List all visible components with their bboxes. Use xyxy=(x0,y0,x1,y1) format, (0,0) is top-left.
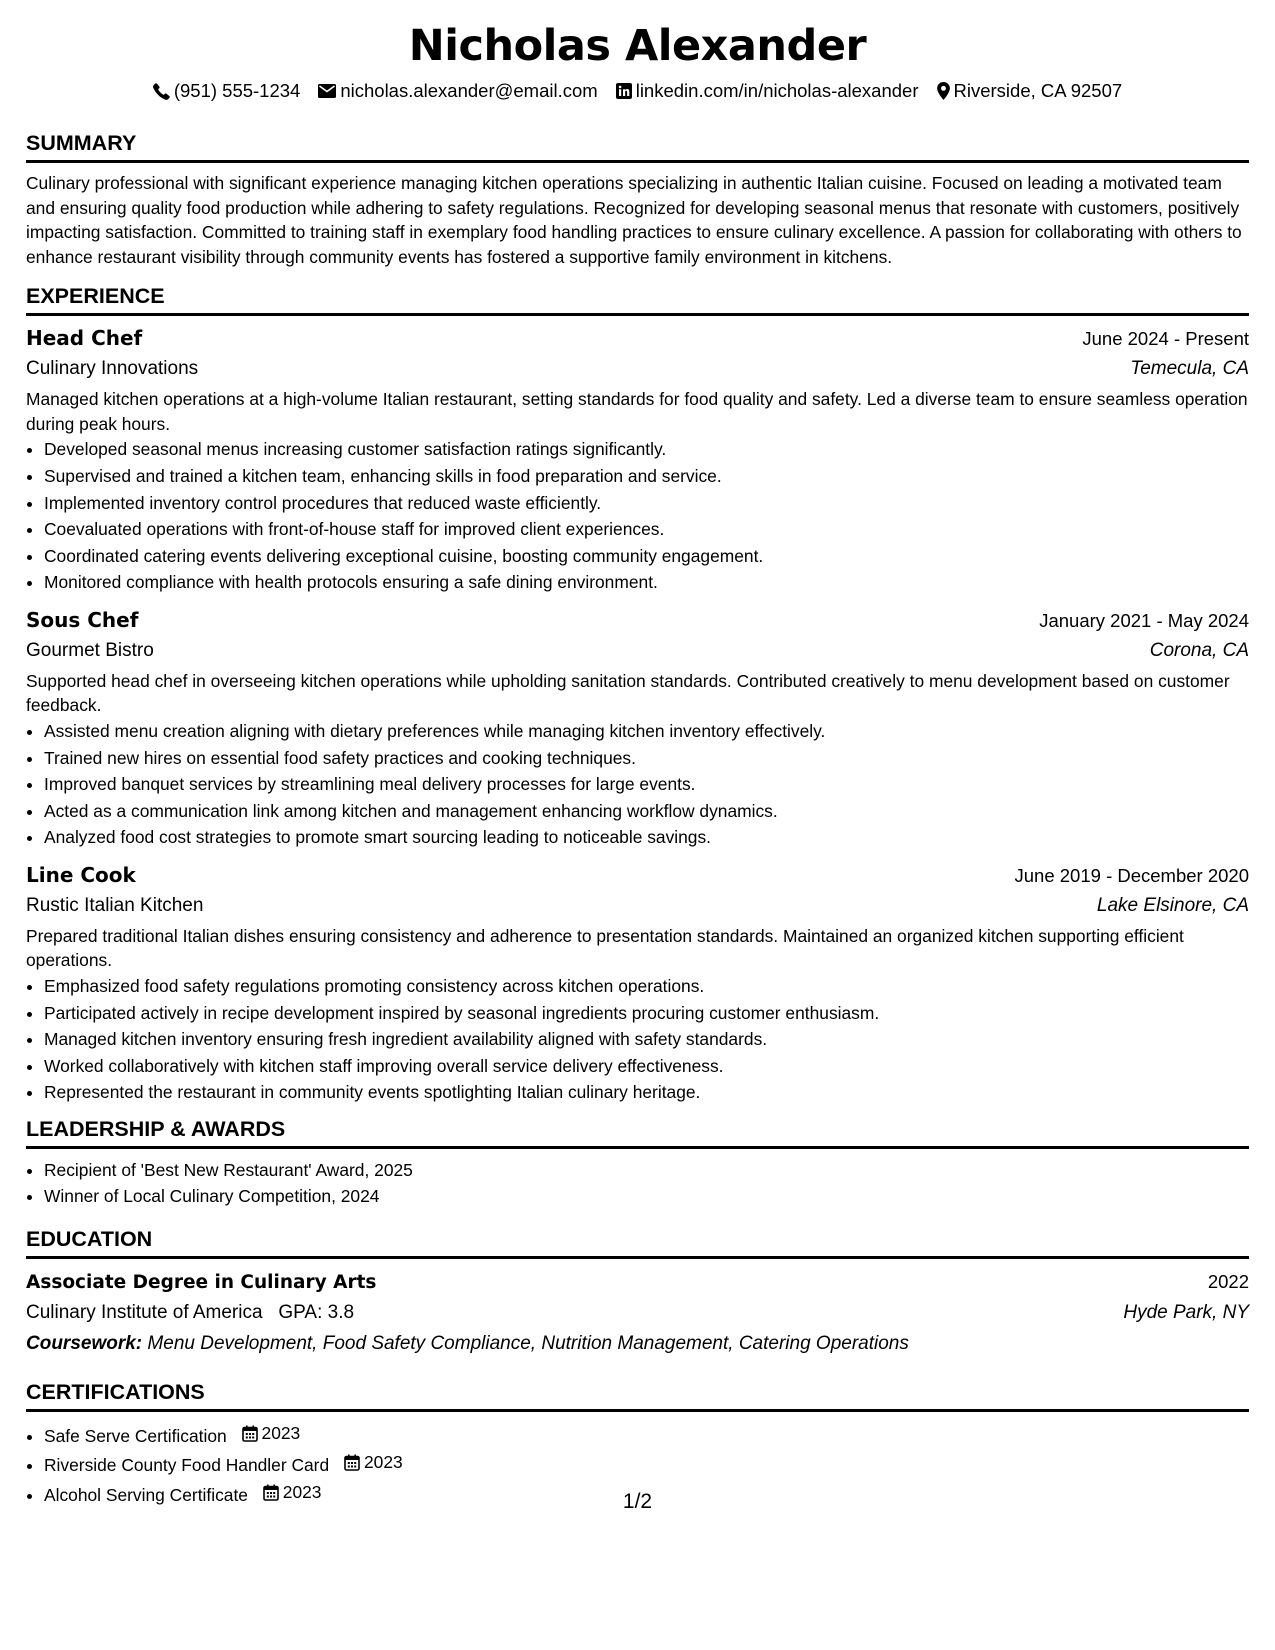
certification-date xyxy=(242,1420,301,1447)
gpa: GPA: 3.8 xyxy=(278,1302,355,1324)
list-item: • Winner of Local Culinary Competition, 2024 xyxy=(44,1183,1249,1210)
job-location: Temecula, CA xyxy=(1130,358,1249,380)
job-title: Sous Chef xyxy=(26,607,139,632)
certification-name: Safe Serve Certification xyxy=(44,1425,227,1446)
list-item: • Acted as a communication link among kitchen and management enhancing workflow dynamics. xyxy=(44,798,1249,825)
coursework-label: Coursework: xyxy=(26,1333,143,1355)
job-entry xyxy=(26,324,1249,596)
contact-location xyxy=(937,80,1123,102)
job-dates: June 2024 - Present xyxy=(1082,328,1249,350)
list-item: • Improved banquet services by streamlining meal delivery processes for large events. xyxy=(44,771,1249,798)
experience-section xyxy=(26,283,1249,1106)
email-text: nicholas.alexander@email.com xyxy=(340,80,598,101)
school-info xyxy=(26,1297,354,1329)
section-title-experience: EXPERIENCE xyxy=(26,283,1249,316)
leadership-section xyxy=(26,1116,1249,1210)
list-item: • Recipient of 'Best New Restaurant' Award, 2025 xyxy=(44,1157,1249,1184)
job-location: Lake Elsinore, CA xyxy=(1096,894,1249,916)
coursework xyxy=(26,1329,1249,1359)
contact-email[interactable] xyxy=(318,80,597,102)
list-item: • Emphasized food safety regulations promoting consistency across kitchen operations. xyxy=(44,973,1249,1000)
certification-year: 2023 xyxy=(282,1481,322,1502)
company-name: Rustic Italian Kitchen xyxy=(26,894,204,916)
certification-name: Alcohol Serving Certificate xyxy=(44,1484,248,1505)
job-title: Head Chef xyxy=(26,326,143,351)
section-title-certifications: CERTIFICATIONS xyxy=(26,1379,1249,1412)
job-description: Managed kitchen operations at a high-volume Italian restaurant, setting standards for food quality and safety. Led a diverse team to ensure seamless operation during peak hours. xyxy=(26,389,1248,434)
degree-name: Associate Degree in Culinary Arts xyxy=(26,1272,377,1294)
job-bullets xyxy=(26,973,1249,1106)
education-section xyxy=(26,1226,1249,1359)
linkedin-text: linkedin.com/in/nicholas-alexander xyxy=(635,80,919,101)
certification-date xyxy=(344,1449,403,1476)
calendar-icon xyxy=(242,1425,258,1442)
certification-year: 2023 xyxy=(261,1423,301,1444)
list-item: • Implemented inventory control procedures that reduced waste efficiently. xyxy=(44,490,1249,517)
company-name: Culinary Innovations xyxy=(26,358,199,380)
contact-linkedin[interactable] xyxy=(616,80,919,102)
list-item: • Analyzed food cost strategies to promote smart sourcing leading to noticeable savings. xyxy=(44,824,1249,851)
job-entry xyxy=(26,861,1249,1106)
list-item: • Coevaluated operations with front-of-house staff for improved client experiences. xyxy=(44,516,1249,543)
envelope-icon xyxy=(318,84,336,98)
section-title-leadership: LEADERSHIP & AWARDS xyxy=(26,1116,1249,1149)
list-item: • Coordinated catering events delivering exceptional cuisine, boosting community engagement. xyxy=(44,543,1249,570)
job-bullets xyxy=(26,436,1249,596)
page-number: 1/2 xyxy=(622,1490,653,1513)
job-dates: June 2019 - December 2020 xyxy=(1014,864,1249,886)
list-item: • Assisted menu creation aligning with dietary preferences while managing kitchen inventory effectively. xyxy=(44,718,1249,745)
contact-phone[interactable] xyxy=(153,80,301,102)
phone-text: (951) 555-1234 xyxy=(173,80,301,101)
leadership-list xyxy=(26,1157,1249,1210)
candidate-name: Nicholas Alexander xyxy=(408,21,867,71)
section-title-summary: SUMMARY xyxy=(26,130,1249,163)
summary-text: Culinary professional with significant experience managing kitchen operations specializing in authentic Italian cuisine. Focused on leading a motivated team and ensuring quality food production while adhering to safety regulations. Recognized for developing seasonal menus that resonate with customers, positively impacting satisfaction. Committed to training staff in exemplary food handling practices to ensure culinary excellence. A passion for collaborating with others to enhance restaurant visibility through community events has fostered a supportive family environment in kitchens. xyxy=(26,173,1242,267)
list-item: • Participated actively in recipe development inspired by seasonal ingredients procuring customer enthusiasm. xyxy=(44,1000,1249,1027)
map-pin-icon xyxy=(937,82,950,100)
location-text: Riverside, CA 92507 xyxy=(953,80,1123,101)
certifications-section xyxy=(26,1379,1249,1508)
list-item: • Managed kitchen inventory ensuring fresh ingredient availability aligned with safety standards. xyxy=(44,1026,1249,1053)
coursework-list: Menu Development, Food Safety Compliance, Nutrition Management, Catering Operations xyxy=(147,1333,909,1355)
job-location: Corona, CA xyxy=(1149,639,1249,661)
list-item: • Trained new hires on essential food safety practices and cooking techniques. xyxy=(44,745,1249,772)
summary-section xyxy=(26,130,1249,269)
job-description: Supported head chef in overseeing kitchen operations while upholding sanitation standards. Contributed creatively to menu development based on customer feedback. xyxy=(26,670,1230,716)
job-description: Prepared traditional Italian dishes ensuring consistency and adherence to presentation standards. Maintained an organized kitchen supporting efficient operations. xyxy=(26,925,1184,971)
linkedin-icon xyxy=(616,83,632,99)
phone-icon xyxy=(153,83,170,100)
job-title: Line Cook xyxy=(26,862,136,887)
graduation-year: 2022 xyxy=(1207,1271,1249,1293)
job-bullets xyxy=(26,718,1249,851)
list-item: • Developed seasonal menus increasing customer satisfaction ratings significantly. xyxy=(44,436,1249,463)
list-item: • Monitored compliance with health protocols ensuring a safe dining environment. xyxy=(44,569,1249,596)
list-item: • Represented the restaurant in community events spotlighting Italian culinary heritage. xyxy=(44,1079,1249,1106)
section-title-education: EDUCATION xyxy=(26,1226,1249,1259)
list-item xyxy=(44,1420,1249,1449)
certification-name: Riverside County Food Handler Card xyxy=(44,1455,330,1476)
contact-bar xyxy=(26,78,1249,104)
job-dates: January 2021 - May 2024 xyxy=(1039,609,1249,631)
school-location: Hyde Park, NY xyxy=(1123,1302,1249,1324)
company-name: Gourmet Bistro xyxy=(26,639,154,661)
school-name: Culinary Institute of America xyxy=(26,1302,263,1324)
list-item: • Supervised and trained a kitchen team, enhancing skills in food preparation and service. xyxy=(44,463,1249,490)
calendar-icon xyxy=(344,1454,360,1471)
list-item xyxy=(44,1449,1249,1478)
certification-year: 2023 xyxy=(364,1452,403,1473)
job-entry xyxy=(26,606,1249,851)
list-item: • Worked collaboratively with kitchen staff improving overall service delivery effectiveness. xyxy=(44,1053,1249,1080)
